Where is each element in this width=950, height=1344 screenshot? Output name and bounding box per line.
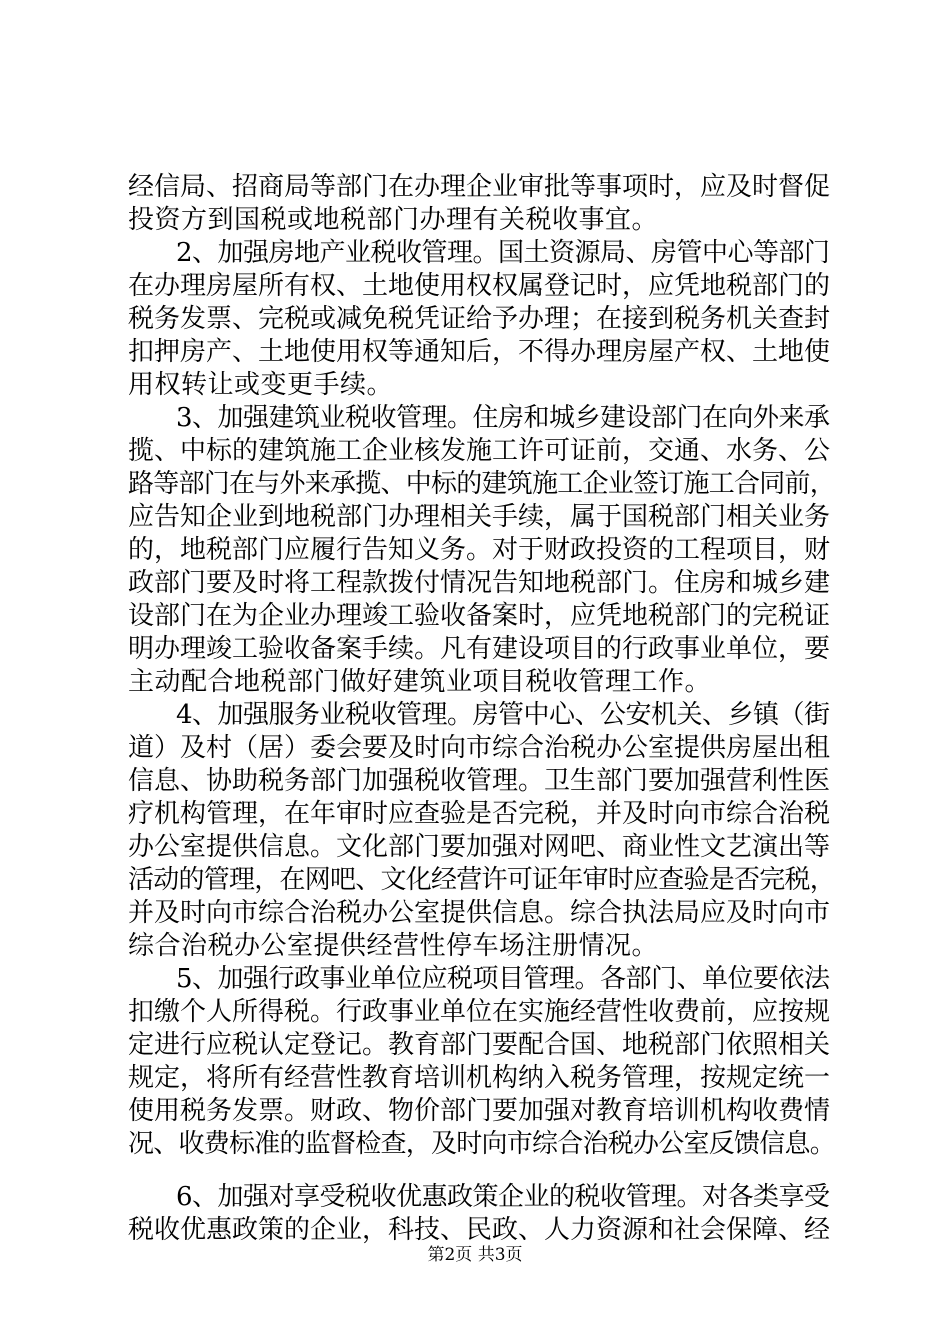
paragraph-line: 信息、协助税务部门加强税收管理。卫生部门要加强营利性医	[128, 766, 831, 796]
paragraph-line: 3、加强建筑业税收管理。住房和城乡建设部门在向外来承	[176, 403, 830, 433]
paragraph-line: 并及时向市综合治税办公室提供信息。综合执法局应及时向市	[128, 898, 831, 928]
paragraph-line: 疗机构管理，在年审时应查验是否完税，并及时向市综合治税	[128, 799, 831, 829]
paragraph-line: 明办理竣工验收备案手续。凡有建设项目的行政事业单位，要	[128, 634, 831, 664]
paragraph-line: 综合治税办公室提供经营性停车场注册情况。	[128, 931, 659, 961]
paragraph-line: 的，地税部门应履行告知义务。对于财政投资的工程项目，财	[128, 535, 831, 565]
paragraph-line: 2、加强房地产业税收管理。国土资源局、房管中心等部门	[176, 238, 830, 268]
paragraph-line: 况、收费标准的监督检查，及时向市综合治税办公室反馈信息。	[128, 1129, 836, 1159]
paragraph-line: 4、加强服务业税收管理。房管中心、公安机关、乡镇（街	[176, 700, 830, 730]
paragraph-line: 应告知企业到地税部门办理相关手续，属于国税部门相关业务	[128, 502, 831, 532]
paragraph-line: 税务发票、完税或减免税凭证给予办理；在接到税务机关查封	[128, 304, 831, 334]
paragraph-line: 活动的管理，在网吧、文化经营许可证年审时应查验是否完税，	[128, 865, 836, 895]
paragraph-line: 扣缴个人所得税。行政事业单位在实施经营性收费前，应按规	[128, 997, 831, 1027]
paragraph-line: 设部门在为企业办理竣工验收备案时，应凭地税部门的完税证	[128, 601, 831, 631]
paragraph-line: 路等部门在与外来承揽、中标的建筑施工企业签订施工合同前，	[128, 469, 836, 499]
paragraph-line: 政部门要及时将工程款拨付情况告知地税部门。住房和城乡建	[128, 568, 831, 598]
paragraph-line: 6、加强对享受税收优惠政策企业的税收管理。对各类享受	[176, 1182, 830, 1212]
page-number-footer: 第2页 共3页	[427, 1245, 523, 1265]
paragraph-line: 主动配合地税部门做好建筑业项目税收管理工作。	[128, 667, 712, 697]
paragraph-line: 5、加强行政事业单位应税项目管理。各部门、单位要依法	[176, 964, 830, 994]
paragraph-line: 揽、中标的建筑施工企业核发施工许可证前，交通、水务、公	[128, 436, 831, 466]
paragraph-line: 税收优惠政策的企业，科技、民政、人力资源和社会保障、经	[128, 1215, 831, 1245]
paragraph-line: 使用税务发票。财政、物价部门要加强对教育培训机构收费情	[128, 1096, 831, 1126]
paragraph-line: 规定，将所有经营性教育培训机构纳入税务管理，按规定统一	[128, 1063, 831, 1093]
paragraph-line: 定进行应税认定登记。教育部门要配合国、地税部门依照相关	[128, 1030, 831, 1060]
paragraph-line: 办公室提供信息。文化部门要加强对网吧、商业性文艺演出等	[128, 832, 831, 862]
paragraph-line: 扣押房产、土地使用权等通知后，不得办理房屋产权、土地使	[128, 337, 831, 367]
paragraph-line: 投资方到国税或地税部门办理有关税收事宜。	[128, 205, 659, 235]
paragraph-line: 在办理房屋所有权、土地使用权权属登记时，应凭地税部门的	[128, 271, 831, 301]
paragraph-line: 用权转让或变更手续。	[128, 370, 394, 400]
paragraph-line: 经信局、招商局等部门在办理企业审批等事项时，应及时督促	[128, 172, 831, 202]
paragraph-line: 道）及村（居）委会要及时向市综合治税办公室提供房屋出租	[128, 733, 831, 763]
